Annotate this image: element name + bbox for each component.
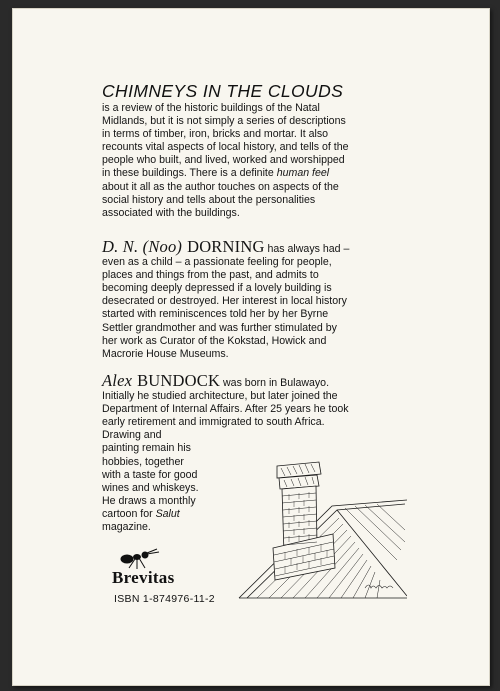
description-line: in terms of timber, iron, bricks and mortar. It also (102, 128, 329, 141)
bio-line: with a taste for good (102, 468, 198, 481)
author-surname: DORNING (187, 237, 265, 256)
description-line: is a review of the historic buildings of the Natal (102, 102, 320, 114)
publisher-name: Brevitas (112, 568, 175, 587)
isbn-number: ISBN 1-874976-11-2 (114, 593, 215, 605)
bio-line: early retirement and immigrated to south Africa. (102, 416, 325, 429)
description-line (102, 167, 432, 180)
bio-line: Initially he studied architecture, but later joined the (102, 390, 338, 403)
illustrator-surname: BUNDOCK (137, 371, 221, 390)
bio-line: painting remain his (102, 442, 191, 455)
author-first-line (102, 237, 432, 256)
description-line: social history and tells about the personalities (102, 193, 316, 206)
bio-line: Drawing and (102, 429, 162, 442)
bio-text: cartoon for (102, 507, 156, 520)
bio-line: Department of Internal Affairs. After 25 years he took (102, 403, 349, 416)
bio-line: magazine. (102, 521, 151, 534)
bio-line: desecrated or destroyed. Her interest in local history (102, 295, 347, 308)
bio-line: started with reminiscences told her by her Byrne (102, 308, 329, 321)
bio-text: was born in Bulawayo. (220, 377, 330, 389)
description-line: Midlands, but it is not simply a series of descriptions (102, 115, 346, 128)
bio-line (102, 508, 252, 521)
chimney-drawing-icon (237, 448, 407, 608)
bio-line: Settler grandmother and was further stimulated by (102, 321, 337, 334)
book-title: CHIMNEYS IN THE CLOUDS (102, 81, 344, 101)
description-line: recounts vital aspects of local history, and tells of the (102, 141, 349, 154)
bio-line: He draws a monthly (102, 494, 196, 507)
bio-line: her work as Curator of the Kokstad, Howick and (102, 334, 327, 347)
bio-line: hobbies, together (102, 455, 184, 468)
description-line: associated with the buildings. (102, 206, 240, 219)
ant-logo-icon (117, 548, 167, 570)
bio-line: wines and whiskeys. (102, 481, 199, 494)
bio-line: even as a child – a passionate feeling for people, (102, 256, 332, 269)
author-bio (102, 237, 432, 361)
bio-line: becoming deeply depressed if a lovely building is (102, 282, 332, 295)
book-description (102, 80, 432, 220)
bio-text: has always had – (264, 243, 350, 255)
description-line: about it all as the author touches on aspects of the (102, 180, 339, 193)
illustrator-first-line (102, 371, 437, 390)
bio-line: Macrorie House Museums. (102, 347, 229, 360)
illustrator-name-lead: Alex (102, 371, 133, 390)
description-text: in these buildings. There is a definite (102, 167, 277, 180)
book-back-cover (12, 8, 490, 686)
bio-line: places and things from the past, and admits to (102, 269, 319, 282)
magazine-name: Salut (155, 507, 180, 520)
author-name-lead: D. N. (Noo) (102, 237, 183, 256)
emphasis-text: human feel (276, 167, 330, 180)
description-line: people who built, and lived, worked and worshipped (102, 154, 345, 167)
